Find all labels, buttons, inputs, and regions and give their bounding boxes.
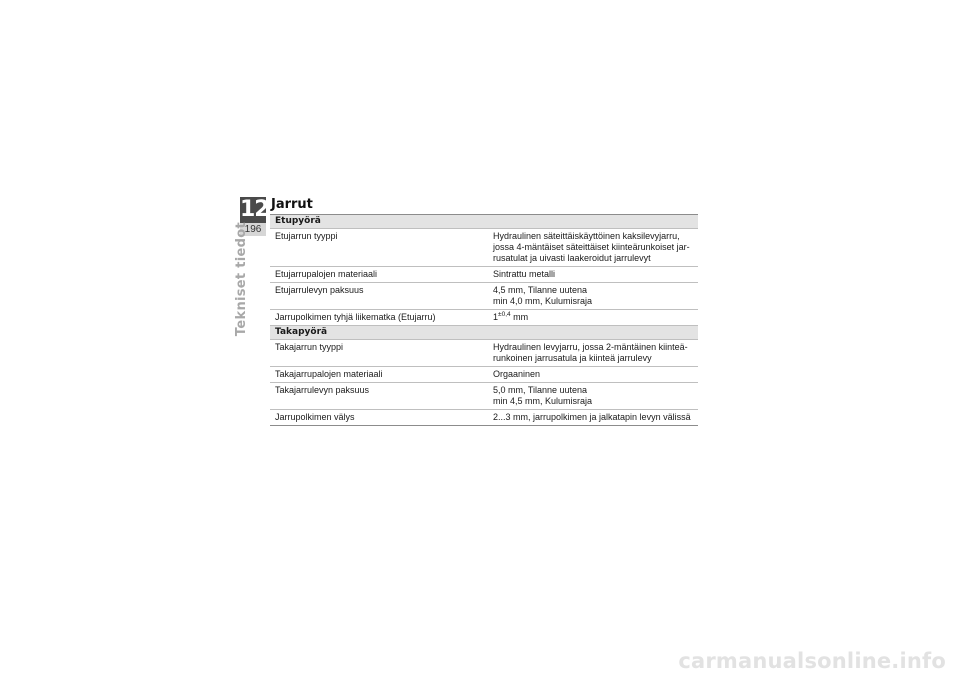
- spec-value: [493, 385, 698, 407]
- spec-value-line: min 4,0 mm, Kulumisraja: [493, 296, 593, 306]
- spec-row: [270, 229, 698, 267]
- spec-value-line: Hydraulinen levyjarru, jossa 2-mäntäinen kiinteä-: [493, 342, 688, 352]
- spec-value: [493, 342, 698, 364]
- spec-value-line: Orgaaninen: [493, 369, 541, 379]
- spec-label: Jarrupolkimen välys: [275, 412, 355, 422]
- spec-label: Takajarrulevyn paksuus: [275, 385, 370, 395]
- spec-value-tolerance: ±0,4: [498, 311, 511, 318]
- spec-value-line: jossa 4-mäntäiset säteittäiset kiinteärunkoiset jar-: [493, 242, 690, 252]
- spec-label: Jarrupolkimen tyhjä liikematka (Etujarru): [275, 312, 436, 322]
- spec-value-line: min 4,5 mm, Kulumisraja: [493, 396, 593, 406]
- spec-value: [493, 285, 698, 307]
- spec-row: [270, 267, 698, 283]
- spec-value-line: Sintrattu metalli: [493, 269, 556, 279]
- spec-row: [270, 410, 698, 426]
- spec-row: [270, 283, 698, 310]
- spec-row: [270, 310, 698, 326]
- page-number: 196: [240, 223, 266, 236]
- spec-value-line: rusatulat ja uivasti laakeroidut jarrulevyt: [493, 253, 651, 263]
- spec-row: [270, 367, 698, 383]
- spec-value-line: 4,5 mm, Tilanne uutena: [493, 285, 588, 295]
- spec-value-base: 1: [493, 312, 499, 322]
- spec-value-line: runkoinen jarrusatula ja kiinteä jarrulevy: [493, 353, 652, 363]
- spec-value: [493, 369, 698, 380]
- spec-value: [493, 312, 698, 323]
- spec-label: Etujarrulevyn paksuus: [275, 285, 364, 295]
- group-heading-front-wheel: Etupyörä: [270, 215, 698, 229]
- spec-label: Etujarrun tyyppi: [275, 231, 338, 241]
- spec-label: Etujarrupalojen materiaali: [275, 269, 378, 279]
- spec-value: [493, 269, 698, 280]
- group-heading-rear-wheel: Takapyörä: [270, 326, 698, 340]
- section-title: Jarrut: [271, 197, 313, 212]
- spec-value-line: 5,0 mm, Tilanne uutena: [493, 385, 588, 395]
- spec-value: [493, 231, 698, 264]
- spec-label: Takajarrupalojen materiaali: [275, 369, 383, 379]
- chapter-side-title: Tekniset tiedot: [234, 222, 249, 337]
- spec-label: Takajarrun tyyppi: [275, 342, 344, 352]
- spec-value: [493, 412, 698, 423]
- spec-value-unit: mm: [510, 312, 529, 322]
- spec-row: [270, 340, 698, 367]
- spec-row: [270, 383, 698, 410]
- source-watermark: carmanualsonline.info: [678, 649, 946, 673]
- spec-value-line: Hydraulinen säteittäiskäyttöinen kaksilevyjarru,: [493, 231, 680, 241]
- brakes-spec-table: [270, 214, 698, 426]
- chapter-number: 12: [240, 197, 269, 222]
- spec-value-line: 2...3 mm, jarrupolkimen ja jalkatapin levyn välissä: [493, 412, 691, 422]
